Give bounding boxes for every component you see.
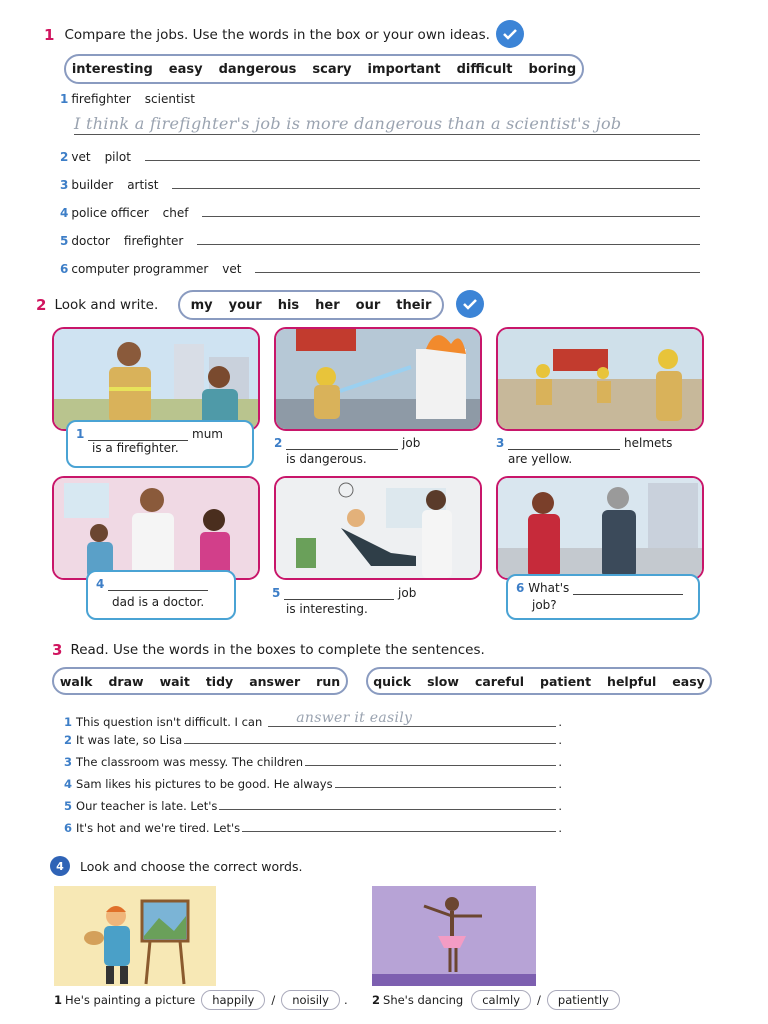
word-interesting: interesting	[71, 61, 153, 77]
option-calmly[interactable]: calmly	[471, 990, 531, 1010]
picture-doctor-dad	[52, 476, 260, 580]
picture-firefighters-street	[496, 327, 704, 431]
ex3-item-2[interactable]: 2 It was late, so Lisa .	[64, 733, 562, 747]
ex1-word-box	[64, 54, 584, 84]
answer-line[interactable]	[172, 187, 700, 189]
answer-line[interactable]	[255, 271, 700, 273]
word-easy: easy	[168, 61, 203, 77]
word-important: important	[367, 61, 441, 77]
ex1-item-5[interactable]: 5 doctor firefighter	[60, 234, 700, 248]
option-patiently[interactable]: patiently	[547, 990, 620, 1010]
ex2-word-box: my your his her our their	[178, 290, 444, 320]
ex4-item-2: 2 She's dancing calmly / patiently	[372, 990, 620, 1010]
ex3-item-4[interactable]: 4 Sam likes his pictures to be good. He always .	[64, 777, 562, 791]
ex3-heading	[52, 641, 485, 659]
ex3-item-5[interactable]: 5 Our teacher is late. Let's .	[64, 799, 562, 813]
answer-line[interactable]	[242, 830, 556, 832]
picture-firefighter-mum	[52, 327, 260, 431]
ex1-heading	[44, 26, 490, 44]
answer-line[interactable]	[145, 159, 700, 161]
answer-line[interactable]	[202, 215, 700, 217]
ex1-item-3[interactable]: 3 builder artist	[60, 178, 700, 192]
ex3-number: 3	[52, 641, 63, 659]
word-boring: boring	[528, 61, 577, 77]
ex1-example-answer: I think a firefighter's job is more dangerous than a scientist's job	[74, 114, 622, 133]
ex3-item-3[interactable]: 3 The classroom was messy. The children .	[64, 755, 562, 769]
answer-line[interactable]	[335, 786, 557, 788]
ex3-instruction: Read. Use the words in the boxes to complete the sentences.	[70, 642, 485, 658]
ex2-instruction: Look and write.	[54, 297, 159, 313]
ex1-item-6[interactable]: 6 computer programmer vet	[60, 262, 700, 276]
ex1-example-line	[74, 114, 700, 135]
ex1-item-4[interactable]: 4 police officer chef	[60, 206, 700, 220]
ex4-number: 4	[50, 856, 70, 876]
ex4-instruction: Look and choose the correct words.	[80, 858, 303, 874]
answer-line[interactable]	[305, 764, 556, 766]
ex1-item-2[interactable]: 2 vet pilot	[60, 150, 700, 164]
ex3-item-6[interactable]: 6 It's hot and we're tired. Let's .	[64, 821, 562, 835]
answer-blank[interactable]	[284, 599, 394, 600]
picture-woman-reporter	[496, 476, 704, 580]
answer-blank[interactable]	[286, 449, 398, 450]
speech-bubble-1: 1 mum is a firefighter.	[66, 420, 254, 468]
ex1-number: 1	[44, 26, 55, 44]
answer-blank[interactable]	[573, 594, 683, 595]
option-happily[interactable]: happily	[201, 990, 265, 1010]
check-icon[interactable]	[456, 290, 484, 318]
picture-painter	[54, 886, 216, 986]
ex2-number: 2	[36, 296, 47, 314]
ex3-item-1: 1 This question isn't difficult. I can answer it easily .	[64, 710, 562, 729]
caption-2: 2 job is dangerous.	[274, 436, 421, 466]
ex3-word-box-adjectives: quick slow careful patient helpful easy	[366, 667, 712, 695]
answer-line[interactable]	[219, 808, 556, 810]
word-scary: scary	[312, 61, 352, 77]
picture-hospital	[274, 476, 482, 580]
picture-firefighter-hose	[274, 327, 482, 431]
option-noisily[interactable]: noisily	[281, 990, 340, 1010]
ex1-instruction: Compare the jobs. Use the words in the box or your own ideas.	[64, 27, 490, 43]
word-difficult: difficult	[456, 61, 513, 77]
speech-bubble-4: 4 dad is a doctor.	[86, 570, 236, 620]
speech-bubble-6: 6 What's job?	[506, 574, 700, 620]
caption-3: 3 helmets are yellow.	[496, 436, 673, 466]
answer-blank[interactable]	[108, 590, 208, 591]
word-dangerous: dangerous	[218, 61, 297, 77]
caption-5: 5 job is interesting.	[272, 586, 417, 616]
ex3-example-answer: answer it easily	[296, 710, 413, 726]
ex2-heading	[36, 296, 158, 314]
answer-line[interactable]	[268, 710, 556, 727]
picture-dancer	[372, 886, 536, 986]
ex1-item-1: 1 firefighter scientist	[60, 92, 195, 106]
ex4-heading	[50, 856, 302, 876]
answer-blank[interactable]	[508, 449, 620, 450]
check-icon[interactable]	[496, 20, 524, 48]
ex4-item-1: 1 He's painting a picture happily / noisily .	[54, 990, 348, 1010]
ex3-word-box-verbs: walk draw wait tidy answer run	[52, 667, 348, 695]
answer-line[interactable]	[184, 742, 556, 744]
answer-line[interactable]	[197, 243, 700, 245]
